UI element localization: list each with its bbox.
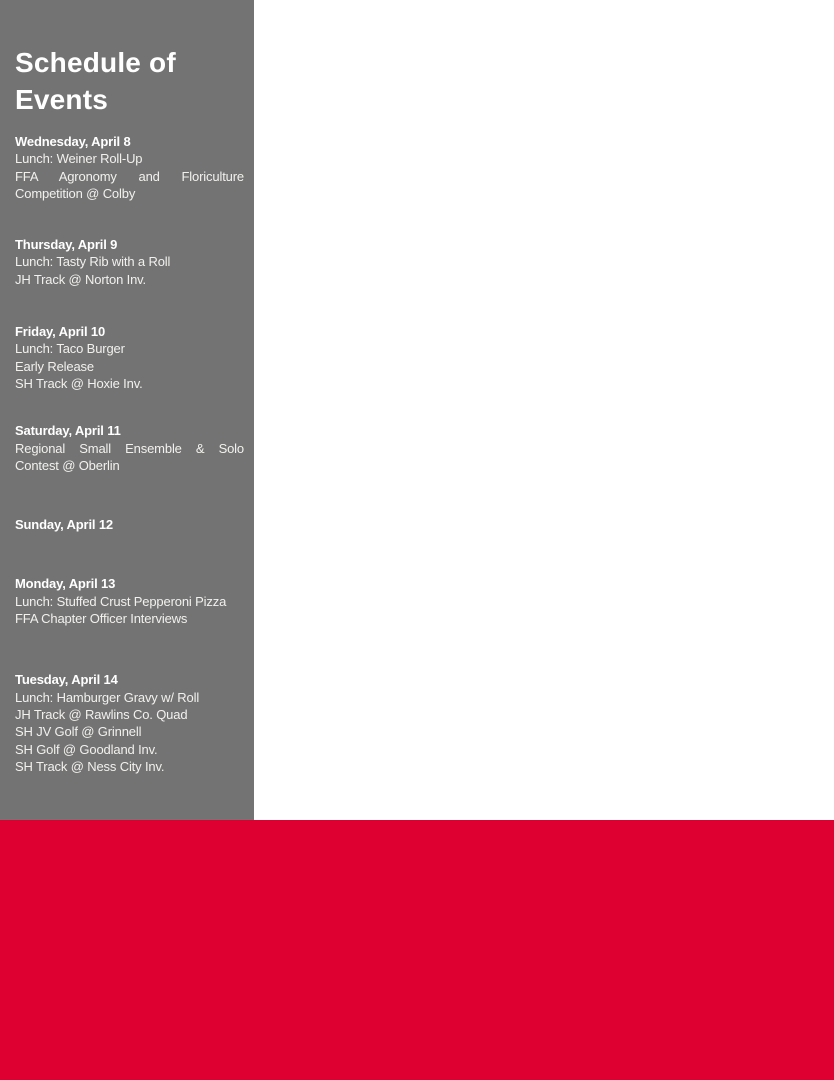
schedule-day-list <box>15 133 244 775</box>
day-section <box>15 236 244 288</box>
day-section <box>15 133 244 202</box>
day-event: JH Track @ Norton Inv. <box>15 271 147 287</box>
day-section <box>15 575 244 627</box>
schedule-sidebar <box>0 0 254 820</box>
day-event: Lunch: Taco Burger <box>15 341 125 357</box>
day-section <box>15 422 244 474</box>
day-event: FFA Chapter Officer Interviews <box>15 611 188 627</box>
day-event: SH Track @ Hoxie Inv. <box>15 375 143 391</box>
day-title: Monday, April 13 <box>15 576 116 592</box>
day-event: Lunch: Weiner Roll-Up <box>15 151 143 167</box>
day-event: Regional Small Ensemble & Solo Contest @ Oberlin <box>15 440 244 473</box>
day-title: Wednesday, April 8 <box>15 134 131 149</box>
main-content-area <box>254 0 834 820</box>
day-event: SH Golf @ Goodland Inv. <box>15 741 158 757</box>
day-event: FFA Agronomy and Floriculture Competition @ Colby <box>15 168 244 201</box>
day-section <box>15 671 244 775</box>
day-event: SH JV Golf @ Grinnell <box>15 724 142 740</box>
day-title: Friday, April 10 <box>15 324 106 340</box>
schedule-title: Schedule of Events <box>15 47 176 115</box>
day-section <box>15 516 244 533</box>
day-title: Tuesday, April 14 <box>15 672 118 688</box>
day-title: Saturday, April 11 <box>15 423 121 439</box>
day-event: JH Track @ Rawlins Co. Quad <box>15 706 188 722</box>
day-title: Thursday, April 9 <box>15 237 118 253</box>
day-event: Lunch: Stuffed Crust Pepperoni Pizza <box>15 593 227 609</box>
footer-band <box>0 820 834 1080</box>
day-event: Early Release <box>15 358 94 374</box>
day-section <box>15 323 244 392</box>
day-title: Sunday, April 12 <box>15 517 114 533</box>
day-event: Lunch: Tasty Rib with a Roll <box>15 254 171 270</box>
day-event: Lunch: Hamburger Gravy w/ Roll <box>15 689 200 705</box>
day-event: SH Track @ Ness City Inv. <box>15 758 165 774</box>
